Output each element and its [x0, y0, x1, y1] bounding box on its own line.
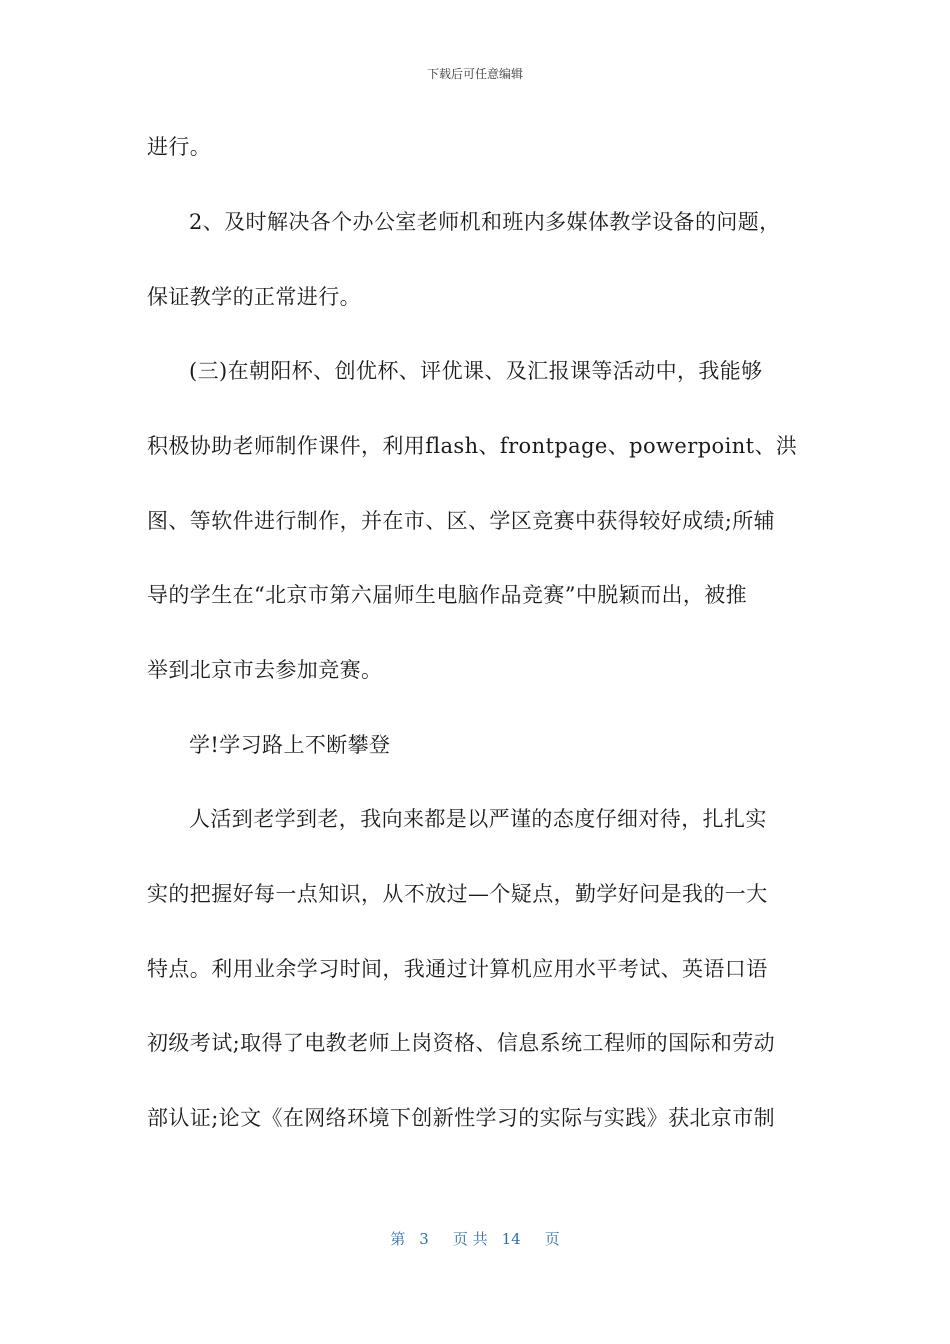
body-line-10: 人活到老学到老，我向来都是以严谨的态度仔细对待，扎扎实: [189, 807, 767, 831]
page-header-note: 下载后可任意编辑: [426, 67, 523, 81]
page-footer: [0, 1229, 950, 1249]
body-line-8: 举到北京市去参加竞赛。: [147, 658, 383, 682]
footer-page-number: 3: [419, 1230, 429, 1248]
body-line-14: 部认证;论文《在网络环境下创新性学习的实际与实践》获北京市制: [147, 1106, 776, 1130]
footer-page-label: 第: [390, 1230, 406, 1248]
footer-total-label: 页 共: [452, 1230, 488, 1248]
footer-total-pages: 14: [501, 1230, 521, 1248]
body-line-2: 2、及时解决各个办公室老师机和班内多媒体教学设备的问题，: [189, 210, 781, 234]
section-heading: 学!学习路上不断攀登: [189, 733, 391, 757]
body-line-11: 实的把握好每一点知识，从不放过—个疑点，勤学好问是我的一大: [147, 882, 768, 906]
body-line-7: 导的学生在“北京市第六届师生电脑作品竞赛”中脱颖而出，被推: [147, 583, 748, 607]
body-line-3: 保证教学的正常进行。: [147, 285, 361, 309]
body-line-1: 进行。: [147, 135, 212, 159]
footer-page-suffix: 页: [544, 1230, 560, 1248]
body-line-12: 特点。利用业余学习时间，我通过计算机应用水平考试、英语口语: [147, 957, 768, 981]
body-line-5: 积极协助老师制作课件，利用flash、frontpage、powerpoint、洪: [147, 434, 798, 458]
body-line-6: 图、等软件进行制作，并在市、区、学区竞赛中获得较好成绩;所辅: [147, 509, 776, 533]
body-line-13: 初级考试;取得了电教老师上岗资格、信息系统工程师的国际和劳动: [147, 1031, 776, 1055]
body-line-4: (三)在朝阳杯、创优杯、评优课、及汇报课等活动中，我能够: [189, 359, 763, 383]
